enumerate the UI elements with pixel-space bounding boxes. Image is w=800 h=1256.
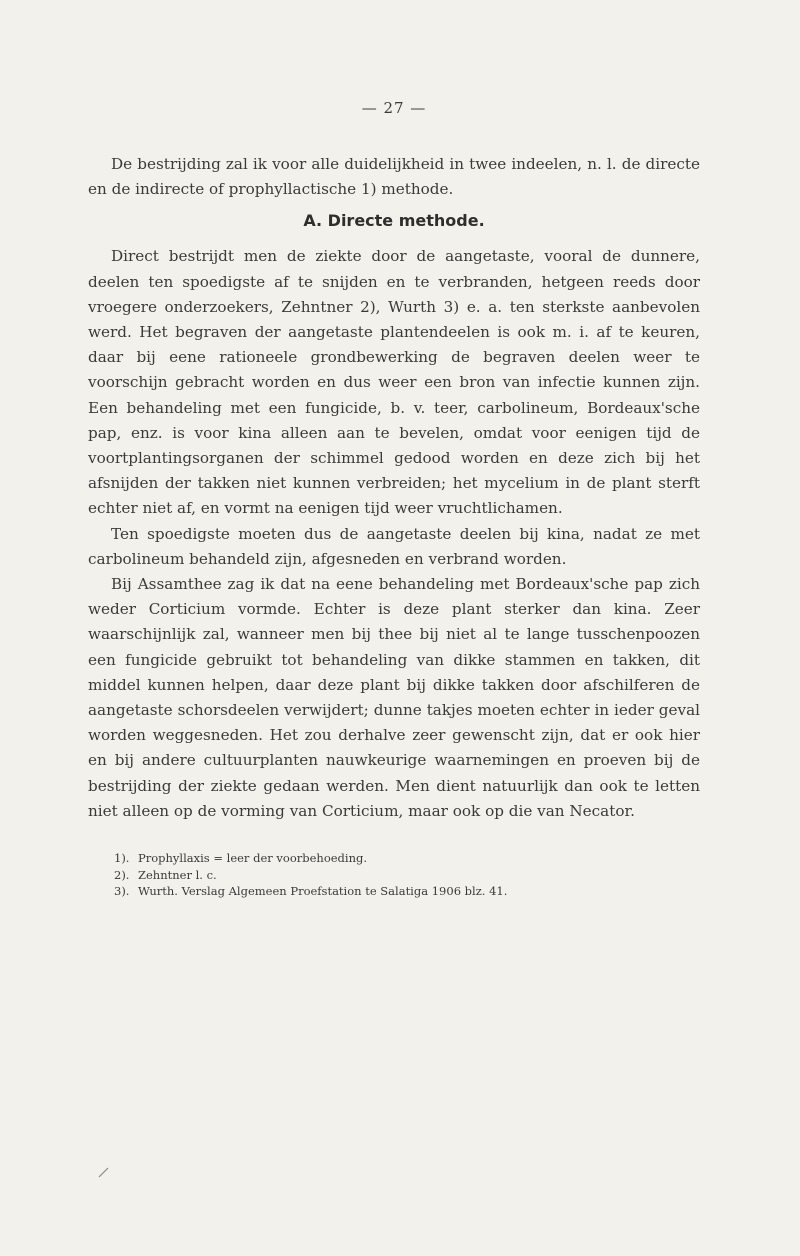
section-heading: A. Directe methode. (303, 211, 485, 231)
body-paragraph: Direct bestrijdt men de ziekte door de aangetaste, vooral de dunnere, deelen ten spoedigste af te snijden en te verbranden, hetgeen reeds door vroegere onderzoekers, Zehntner 2), Wurth 3) e. a. ten sterkste aanbevolen werd. Het begraven der aangetaste plantendeelen is ook m. i. af te keuren, daar bij eene rationeele grondbewerking de begraven deelen weer te voorschijn gebracht worden en dus weer een bron van infectie kunnen zijn. Een behandeling met een fungicide, b. v. teer, carbolineum, Bordeaux'sche pap, enz. is voor kina alleen aan te bevelen, omdat voor eenigen tijd de voortplantingsorganen der schimmel gedood worden en deze zich bij het afsnijden der takken niet kunnen verbreiden; het mycelium in de plant sterft echter niet af, en vormt na eenigen tijd weer vruchtlichamen. (88, 247, 700, 518)
footnote-text: Prophyllaxis = leer der voorbehoeding. (138, 851, 368, 866)
footnote-text: Zehntner l. c. (138, 867, 217, 882)
page-content (88, 96, 700, 900)
footnote-number: 1). (114, 851, 130, 866)
intro-paragraph: De bestrijding zal ik voor alle duidelijkheid in twee indeelen, n. l. de directe en de indirecte of prophyllactische 1) methode. (88, 155, 700, 199)
footnote (114, 850, 700, 867)
footnotes (88, 850, 700, 900)
body-paragraph: Bij Assamthee zag ik dat na eene behandeling met Bordeaux'sche pap zich weder Corticium vormde. Echter is deze plant sterker dan kina. Zeer waarschijnlijk zal, wanneer men bij thee bij niet al te lange tusschenpoozen een fungicide gebruikt tot behandeling van dikke stammen en takken, dit middel kunnen helpen, daar deze plant bij dikke takken door afschilferen de aangetaste schorsdeelen verwijdert; dunne takjes moeten echter in ieder geval worden weggesneden. Het zou derhalve zeer gewenscht zijn, dat er ook hier en bij andere cultuurplanten nauwkeurige waarnemingen en proeven bij de bestrijding der ziekte gedaan werden. Men dient natuurlijk dan ook te letten niet alleen op de vorming van Corticium, maar ook op die van Necator. (88, 575, 700, 820)
body-paragraph: Ten spoedigste moeten dus de aangetaste deelen bij kina, nadat ze met carbolineum behandeld zijn, afgesneden en verbrand worden. (88, 524, 700, 568)
footnote-number: 2). (114, 867, 130, 882)
footnote (114, 883, 700, 900)
pencil-mark-icon (98, 1166, 110, 1178)
page-number: — 27 — (361, 99, 427, 117)
footnote (114, 867, 700, 884)
footnote-number: 3). (114, 884, 130, 899)
footnote-text: Wurth. Verslag Algemeen Proefstation te Salatiga 1906 blz. 41. (138, 884, 508, 899)
